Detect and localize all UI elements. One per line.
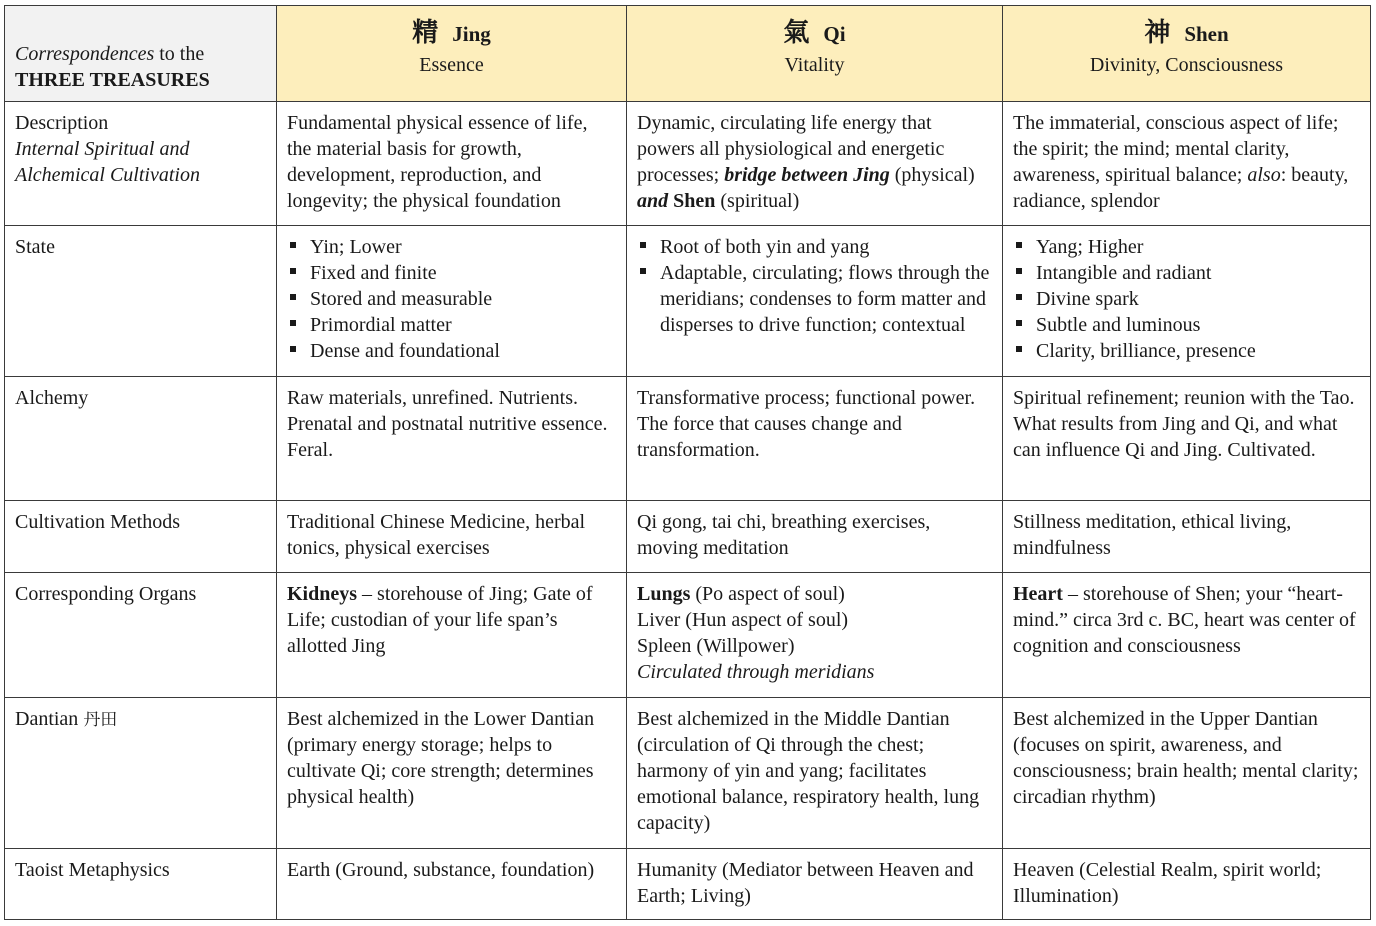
dantian-qi: Best alchemized in the Middle Dantian (circulation of Qi through the chest; harmony of yin and yang; facilitates emotional balance, respiratory health, lung capacity)	[627, 698, 1003, 849]
state-jing	[277, 226, 627, 377]
metaphysics-qi: Humanity (Mediator between Heaven and Earth; Living)	[627, 849, 1003, 920]
description-qi-and: and	[637, 190, 669, 212]
description-qi-text2: (physical)	[889, 164, 975, 186]
state-jing-list	[287, 234, 616, 364]
dantian-label: Dantian	[15, 708, 79, 730]
row-dantian	[5, 698, 1371, 849]
alchemy-jing: Raw materials, unrefined. Nutrients. Prenatal and postnatal nutritive essence. Feral.	[277, 377, 627, 501]
dantian-jing: Best alchemized in the Lower Dantian (primary energy storage; helps to cultivate Qi; core strength; determines physical health)	[277, 698, 627, 849]
list-item: Divine spark	[1013, 286, 1360, 312]
state-label: State	[5, 226, 277, 377]
qi-subtitle: Vitality	[784, 54, 845, 76]
cultivation-jing: Traditional Chinese Medicine, herbal tonics, physical exercises	[277, 501, 627, 573]
shen-glyph: 神	[1144, 18, 1171, 48]
shen-subtitle: Divinity, Consciousness	[1089, 54, 1284, 76]
header-qi	[627, 6, 1003, 102]
row-state	[5, 226, 1371, 377]
organs-shen-heart: Heart	[1013, 583, 1063, 605]
description-label-cell	[5, 102, 277, 226]
row-cultivation	[5, 501, 1371, 573]
row-description	[5, 102, 1371, 226]
list-item: Adaptable, circulating; flows through the meridians; condenses to form matter and disperses to drive function; contextual	[637, 260, 992, 338]
state-shen	[1003, 226, 1371, 377]
organs-qi-line1: (Po aspect of soul)	[690, 583, 845, 605]
description-shen	[1003, 102, 1371, 226]
cultivation-shen: Stillness meditation, ethical living, mindfulness	[1003, 501, 1371, 573]
organs-qi-lungs: Lungs	[637, 583, 691, 605]
header-shen	[1003, 6, 1371, 102]
alchemy-label: Alchemy	[5, 377, 277, 501]
description-sublabel: Internal Spiritual and Alchemical Cultivation	[15, 138, 200, 186]
organs-shen	[1003, 573, 1371, 698]
organs-jing-kidneys: Kidneys	[287, 583, 358, 605]
table-title-cell	[5, 6, 277, 102]
title-bold: THREE TREASURES	[15, 69, 210, 91]
organs-label: Corresponding Organs	[5, 573, 277, 698]
list-item: Stored and measurable	[287, 286, 616, 312]
jing-glyph: 精	[412, 18, 439, 48]
description-qi-bridge: bridge between Jing	[724, 164, 890, 186]
title-rest: to the	[154, 43, 205, 65]
dantian-shen: Best alchemized in the Upper Dantian (focuses on spirit, awareness, and consciousness; brain health; mental clarity; circadian rhythm)	[1003, 698, 1371, 849]
list-item: Root of both yin and yang	[637, 234, 992, 260]
description-qi-text1: Dynamic, circulating life energy that powers all physiological and energetic processes;	[637, 112, 945, 186]
list-item: Fixed and finite	[287, 260, 616, 286]
header-jing	[277, 6, 627, 102]
qi-glyph: 氣	[783, 18, 810, 48]
organs-qi-line4: Circulated through meridians	[637, 661, 875, 683]
metaphysics-jing: Earth (Ground, substance, foundation)	[277, 849, 627, 920]
state-qi	[627, 226, 1003, 377]
row-organs	[5, 573, 1371, 698]
list-item: Clarity, brilliance, presence	[1013, 338, 1360, 364]
description-qi	[627, 102, 1003, 226]
cultivation-qi: Qi gong, tai chi, breathing exercises, moving meditation	[627, 501, 1003, 573]
organs-qi-line2: Liver (Hun aspect of soul)	[637, 609, 849, 631]
description-shen-text1: The immaterial, conscious aspect of life; the spirit; the mind; mental clarity, awareness, spiritual balance;	[1013, 112, 1339, 186]
state-qi-list	[637, 234, 992, 338]
shen-name: Shen	[1184, 22, 1229, 46]
cultivation-label: Cultivation Methods	[5, 501, 277, 573]
list-item: Intangible and radiant	[1013, 260, 1360, 286]
row-metaphysics	[5, 849, 1371, 920]
list-item: Dense and foundational	[287, 338, 616, 364]
jing-subtitle: Essence	[419, 54, 484, 76]
dantian-cjk: 丹田	[83, 710, 118, 730]
metaphysics-label: Taoist Metaphysics	[5, 849, 277, 920]
qi-name: Qi	[823, 22, 846, 46]
list-item: Yin; Lower	[287, 234, 616, 260]
three-treasures-table	[4, 5, 1371, 920]
organs-shen-text: – storehouse of Shen; your “heart-mind.” circa 3rd c. BC, heart was center of cognition and consciousness	[1013, 583, 1356, 657]
list-item: Primordial matter	[287, 312, 616, 338]
organs-jing	[277, 573, 627, 698]
list-item: Yang; Higher	[1013, 234, 1360, 260]
alchemy-shen: Spiritual refinement; reunion with the Tao. What results from Jing and Qi, and what can influence Qi and Jing. Cultivated.	[1003, 377, 1371, 501]
description-qi-text3: (spiritual)	[715, 190, 800, 212]
row-alchemy	[5, 377, 1371, 501]
alchemy-qi: Transformative process; functional power. The force that causes change and transformation.	[627, 377, 1003, 501]
description-qi-shen: Shen	[668, 190, 716, 212]
jing-name: Jing	[452, 22, 491, 46]
organs-qi-line3: Spleen (Willpower)	[637, 635, 795, 657]
organs-jing-text: – storehouse of Jing; Gate of Life; custodian of your life span’s allotted Jing	[287, 583, 593, 657]
description-shen-also: also	[1247, 164, 1281, 186]
description-shen-text2: : beauty, radiance, splendor	[1013, 164, 1349, 212]
description-label: Description	[15, 112, 109, 134]
dantian-label-cell	[5, 698, 277, 849]
state-shen-list	[1013, 234, 1360, 364]
list-item: Subtle and luminous	[1013, 312, 1360, 338]
organs-qi	[627, 573, 1003, 698]
header-row	[5, 6, 1371, 102]
title-italic: Correspondences	[15, 43, 155, 65]
metaphysics-shen: Heaven (Celestial Realm, spirit world; Illumination)	[1003, 849, 1371, 920]
description-jing: Fundamental physical essence of life, the material basis for growth, development, reproduction, and longevity; the physical foundation	[277, 102, 627, 226]
